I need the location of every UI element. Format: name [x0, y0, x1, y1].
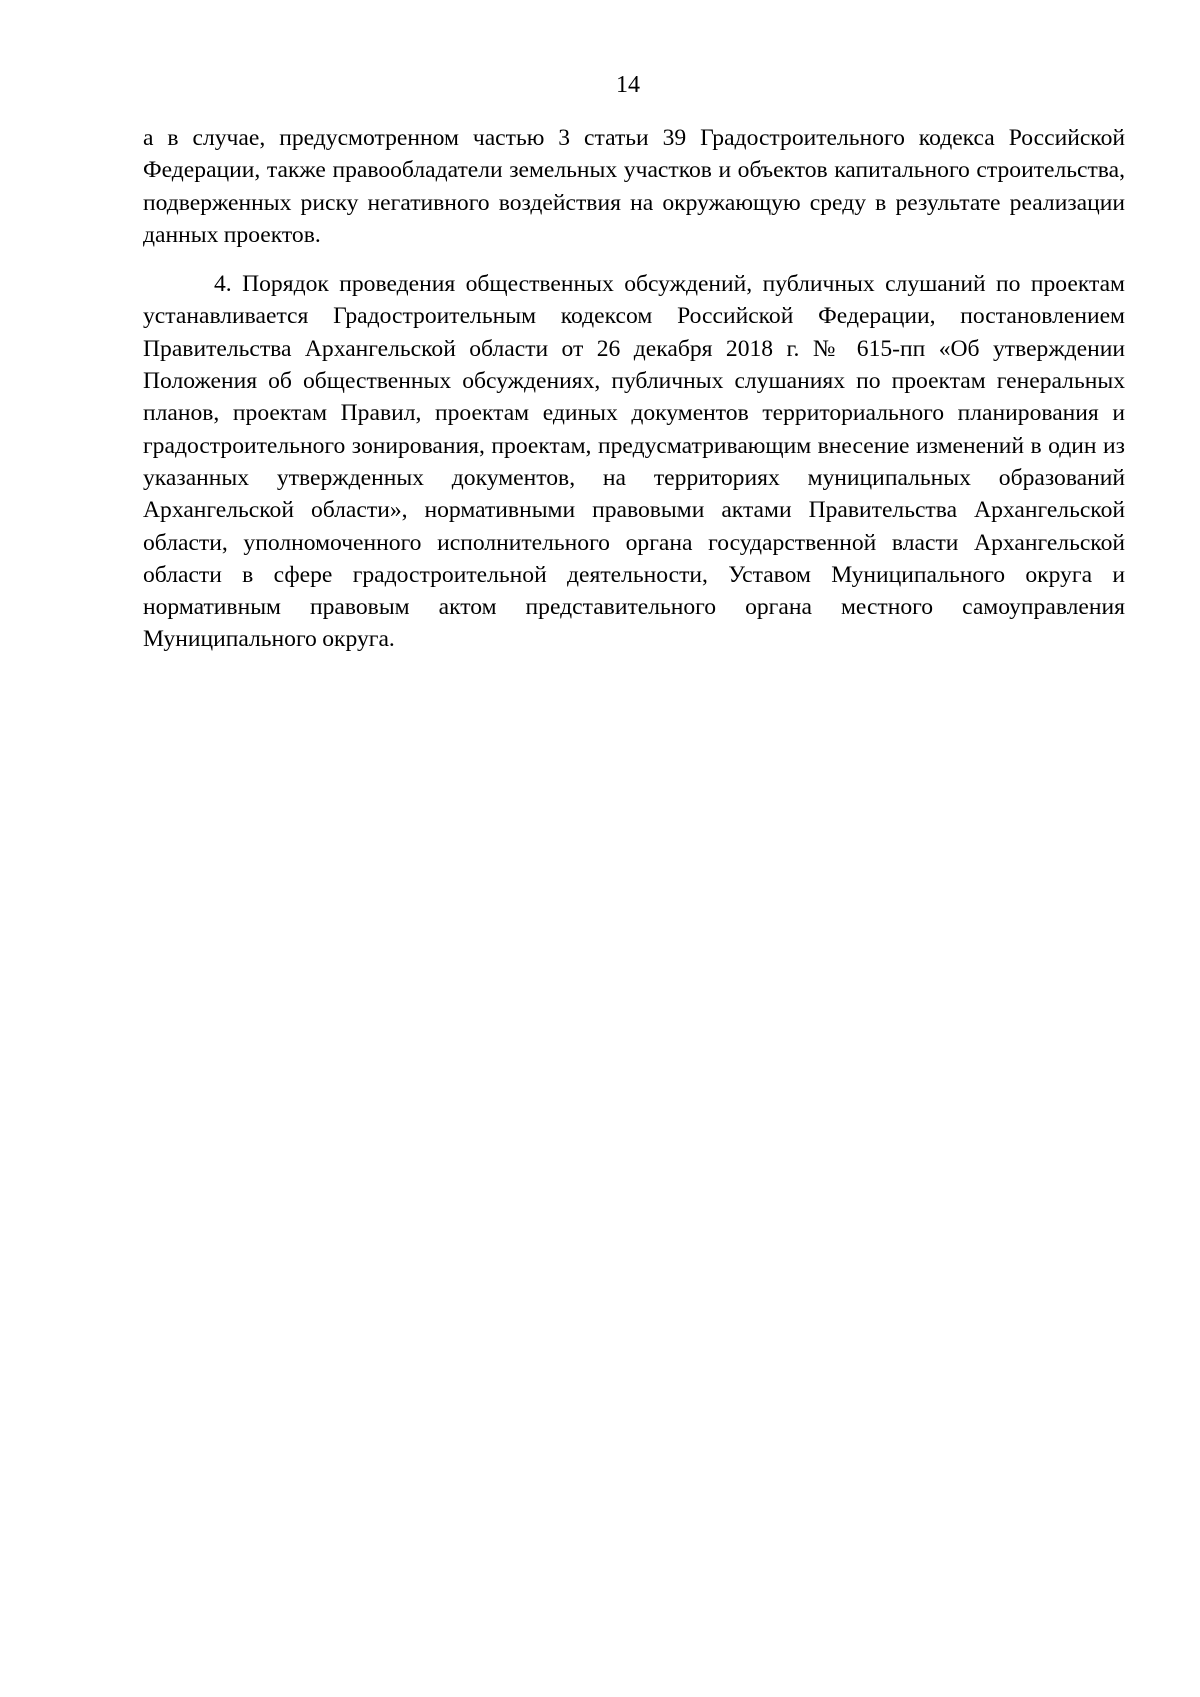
document-body	[143, 122, 1125, 656]
paragraph-item-4: 4. Порядок проведения общественных обсуждений, публичных слушаний по проектам устанавливается Градостроительным кодексом Российской Федерации, постановлением Правительства Архангельской области от 26 декабря 2018 г. № 615-пп «Об утверждении Положения об общественных обсуждениях, публичных слушаниях по проектам генеральных планов, проектам Правил, проектам единых документов территориального планирования и градостроительного зонирования, проектам, предусматривающим внесение изменений в один из указанных утвержденных документов, на территориях муниципальных образований Архангельской области», нормативными правовыми актами Правительства Архангельской области, уполномоченного исполнительного органа государственной власти Архангельской области в сфере градостроительной деятельности, Уставом Муниципального округа и нормативным правовым актом представительного органа местного самоуправления Муниципального округа.	[143, 271, 1125, 653]
paragraph-continuation: а в случае, предусмотренном частью 3 статьи 39 Градостроительного кодекса Российской Федерации, также правообладатели земельных участков и объектов капитального строительства, подверженных риску негативного воздействия на окружающую среду в результате реализации данных проектов.	[143, 125, 1125, 248]
page-number: 14	[616, 72, 640, 98]
